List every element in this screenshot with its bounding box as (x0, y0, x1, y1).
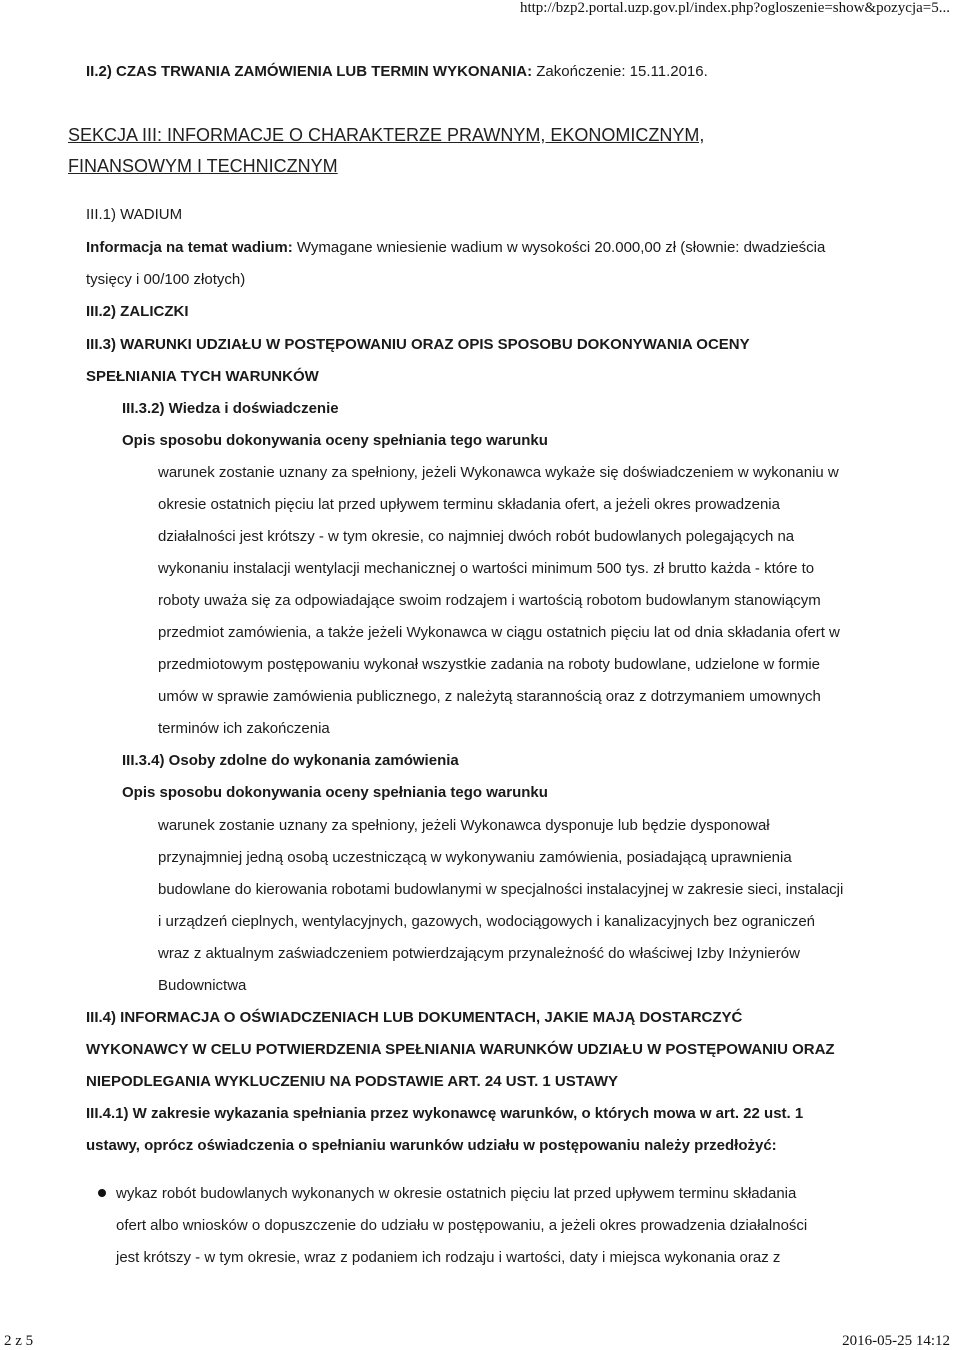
osoby-heading: III.3.4) Osoby zdolne do wykonania zamówienia (122, 752, 459, 769)
section-iii-title-1: SEKCJA III: INFORMACJE O CHARAKTERZE PRAWNYM, EKONOMICZNYM, (68, 125, 705, 145)
wiedza-line: przedmiotowym postępowaniu wykonał wszystkie zadania na roboty budowlane, udzielone w formie (158, 656, 821, 673)
wadium-heading: III.1) WADIUM (86, 206, 183, 223)
wiedza-line: przedmiot zamówienia, a także jeżeli Wykonawca w ciągu ostatnich pięciu lat od dnia składania ofert w (158, 624, 840, 641)
wiedza-line: umów w sprawie zamówienia publicznego, z należytą starannością oraz z dotrzymaniem umownych (158, 688, 821, 705)
oswiadczenia-heading: WYKONAWCY W CELU POTWIERDZENIA SPEŁNIANIA WARUNKÓW UDZIAŁU W POSTĘPOWANIU ORAZ (86, 1041, 835, 1058)
oswiadczenia-heading: III.4) INFORMACJA O OŚWIADCZENIACH LUB DOKUMENTACH, JAKIE MAJĄ DOSTARCZYĆ (86, 1009, 743, 1026)
bullet-line: ofert albo wniosków o dopuszczenie do udziału w postępowaniu, a jeżeli okres prowadzenia działalności (116, 1217, 808, 1234)
wiedza-line: roboty uważa się za odpowiadające swoim rodzajem i wartością robotom budowlanym stanowiącym (158, 592, 821, 609)
wiedza-heading: III.3.2) Wiedza i doświadczenie (122, 400, 339, 417)
wiedza-line: wykonaniu instalacji wentylacji mechanicznej o wartości minimum 500 tys. zł brutto każda - które to (158, 560, 815, 577)
browser-url: http://bzp2.portal.uzp.gov.pl/index.php?ogloszenie=show&pozycja=5... (519, 0, 950, 16)
warunki-heading-1: III.3) WARUNKI UDZIAŁU W POSTĘPOWANIU ORAZ OPIS SPOSOBU DOKONYWANIA OCENY (86, 336, 750, 353)
osoby-line: warunek zostanie uznany za spełniony, jeżeli Wykonawca dysponuje lub będzie dysponował (158, 817, 770, 834)
osoby-line: Budownictwa (158, 977, 247, 994)
page-counter: 2 z 5 (4, 1333, 34, 1349)
wiedza-line: działalności jest krótszy - w tym okresie, co najmniej dwóch robót budowlanych polegających na (158, 528, 795, 545)
bullet-line: wykaz robót budowlanych wykonanych w okresie ostatnich pięciu lat przed upływem terminu składania (116, 1185, 797, 1202)
section-ii2-row (86, 62, 708, 82)
osoby-line: budowlane do kierowania robotami budowlanymi w specjalności instalacyjnej w zakresie sieci, instalacji (158, 881, 844, 898)
osoby-line: wraz z aktualnym zaświadczeniem potwierdzającym przynależność do właściwej Izby Inżynierów (158, 945, 800, 962)
wiedza-line: okresie ostatnich pięciu lat przed upływem terminu składania ofert, a jeżeli okres prowadzenia (158, 496, 780, 513)
wadium-info-text-2: tysięcy i 00/100 złotych) (86, 271, 246, 288)
osoby-line: i urządzeń cieplnych, wentylacyjnych, gazowych, wodociągowych i kanalizacyjnych bez ograniczeń (158, 913, 816, 930)
bullet-line: jest krótszy - w tym okresie, wraz z podaniem ich rodzaju i wartości, daty i miejsca wykonania oraz z (116, 1249, 781, 1266)
osoby-line: przynajmniej jedną osobą uczestniczącą w wykonywaniu zamówienia, posiadającą uprawnienia (158, 849, 792, 866)
section-iii-title-2: FINANSOWYM I TECHNICZNYM (68, 156, 338, 176)
wiedza-line: warunek zostanie uznany za spełniony, jeżeli Wykonawca wykaże się doświadczeniem w wykonaniu w (158, 464, 839, 481)
oswiadczenia-subheading: ustawy, oprócz oświadczenia o spełnianiu warunków udziału w postępowaniu należy przedłożyć: (86, 1137, 777, 1154)
wiedza-opis-label: Opis sposobu dokonywania oceny spełniania tego warunku (122, 432, 548, 449)
zaliczki-heading: III.2) ZALICZKI (86, 303, 189, 320)
wadium-info-label: Informacja na temat wadium: (86, 239, 293, 256)
section-ii2-label: II.2) CZAS TRWANIA ZAMÓWIENIA LUB TERMIN WYKONANIA: (86, 63, 533, 80)
osoby-opis-label: Opis sposobu dokonywania oceny spełniania tego warunku (122, 784, 548, 801)
wadium-info-text: Wymagane wniesienie wadium w wysokości 20.000,00 zł (słownie: dwadzieścia (296, 239, 826, 256)
wiedza-line: terminów ich zakończenia (158, 720, 330, 737)
warunki-heading-2: SPEŁNIANIA TYCH WARUNKÓW (86, 368, 319, 385)
print-datetime: 2016-05-25 14:12 (842, 1333, 950, 1349)
oswiadczenia-subheading: III.4.1) W zakresie wykazania spełniania przez wykonawcę warunków, o których mowa w art. 22 ust. 1 (86, 1105, 804, 1122)
wadium-info-row (86, 238, 825, 258)
bullet-icon (98, 1189, 106, 1197)
section-ii2-value: Zakończenie: 15.11.2016. (536, 63, 708, 80)
oswiadczenia-heading: NIEPODLEGANIA WYKLUCZENIU NA PODSTAWIE ART. 24 UST. 1 USTAWY (86, 1073, 618, 1090)
